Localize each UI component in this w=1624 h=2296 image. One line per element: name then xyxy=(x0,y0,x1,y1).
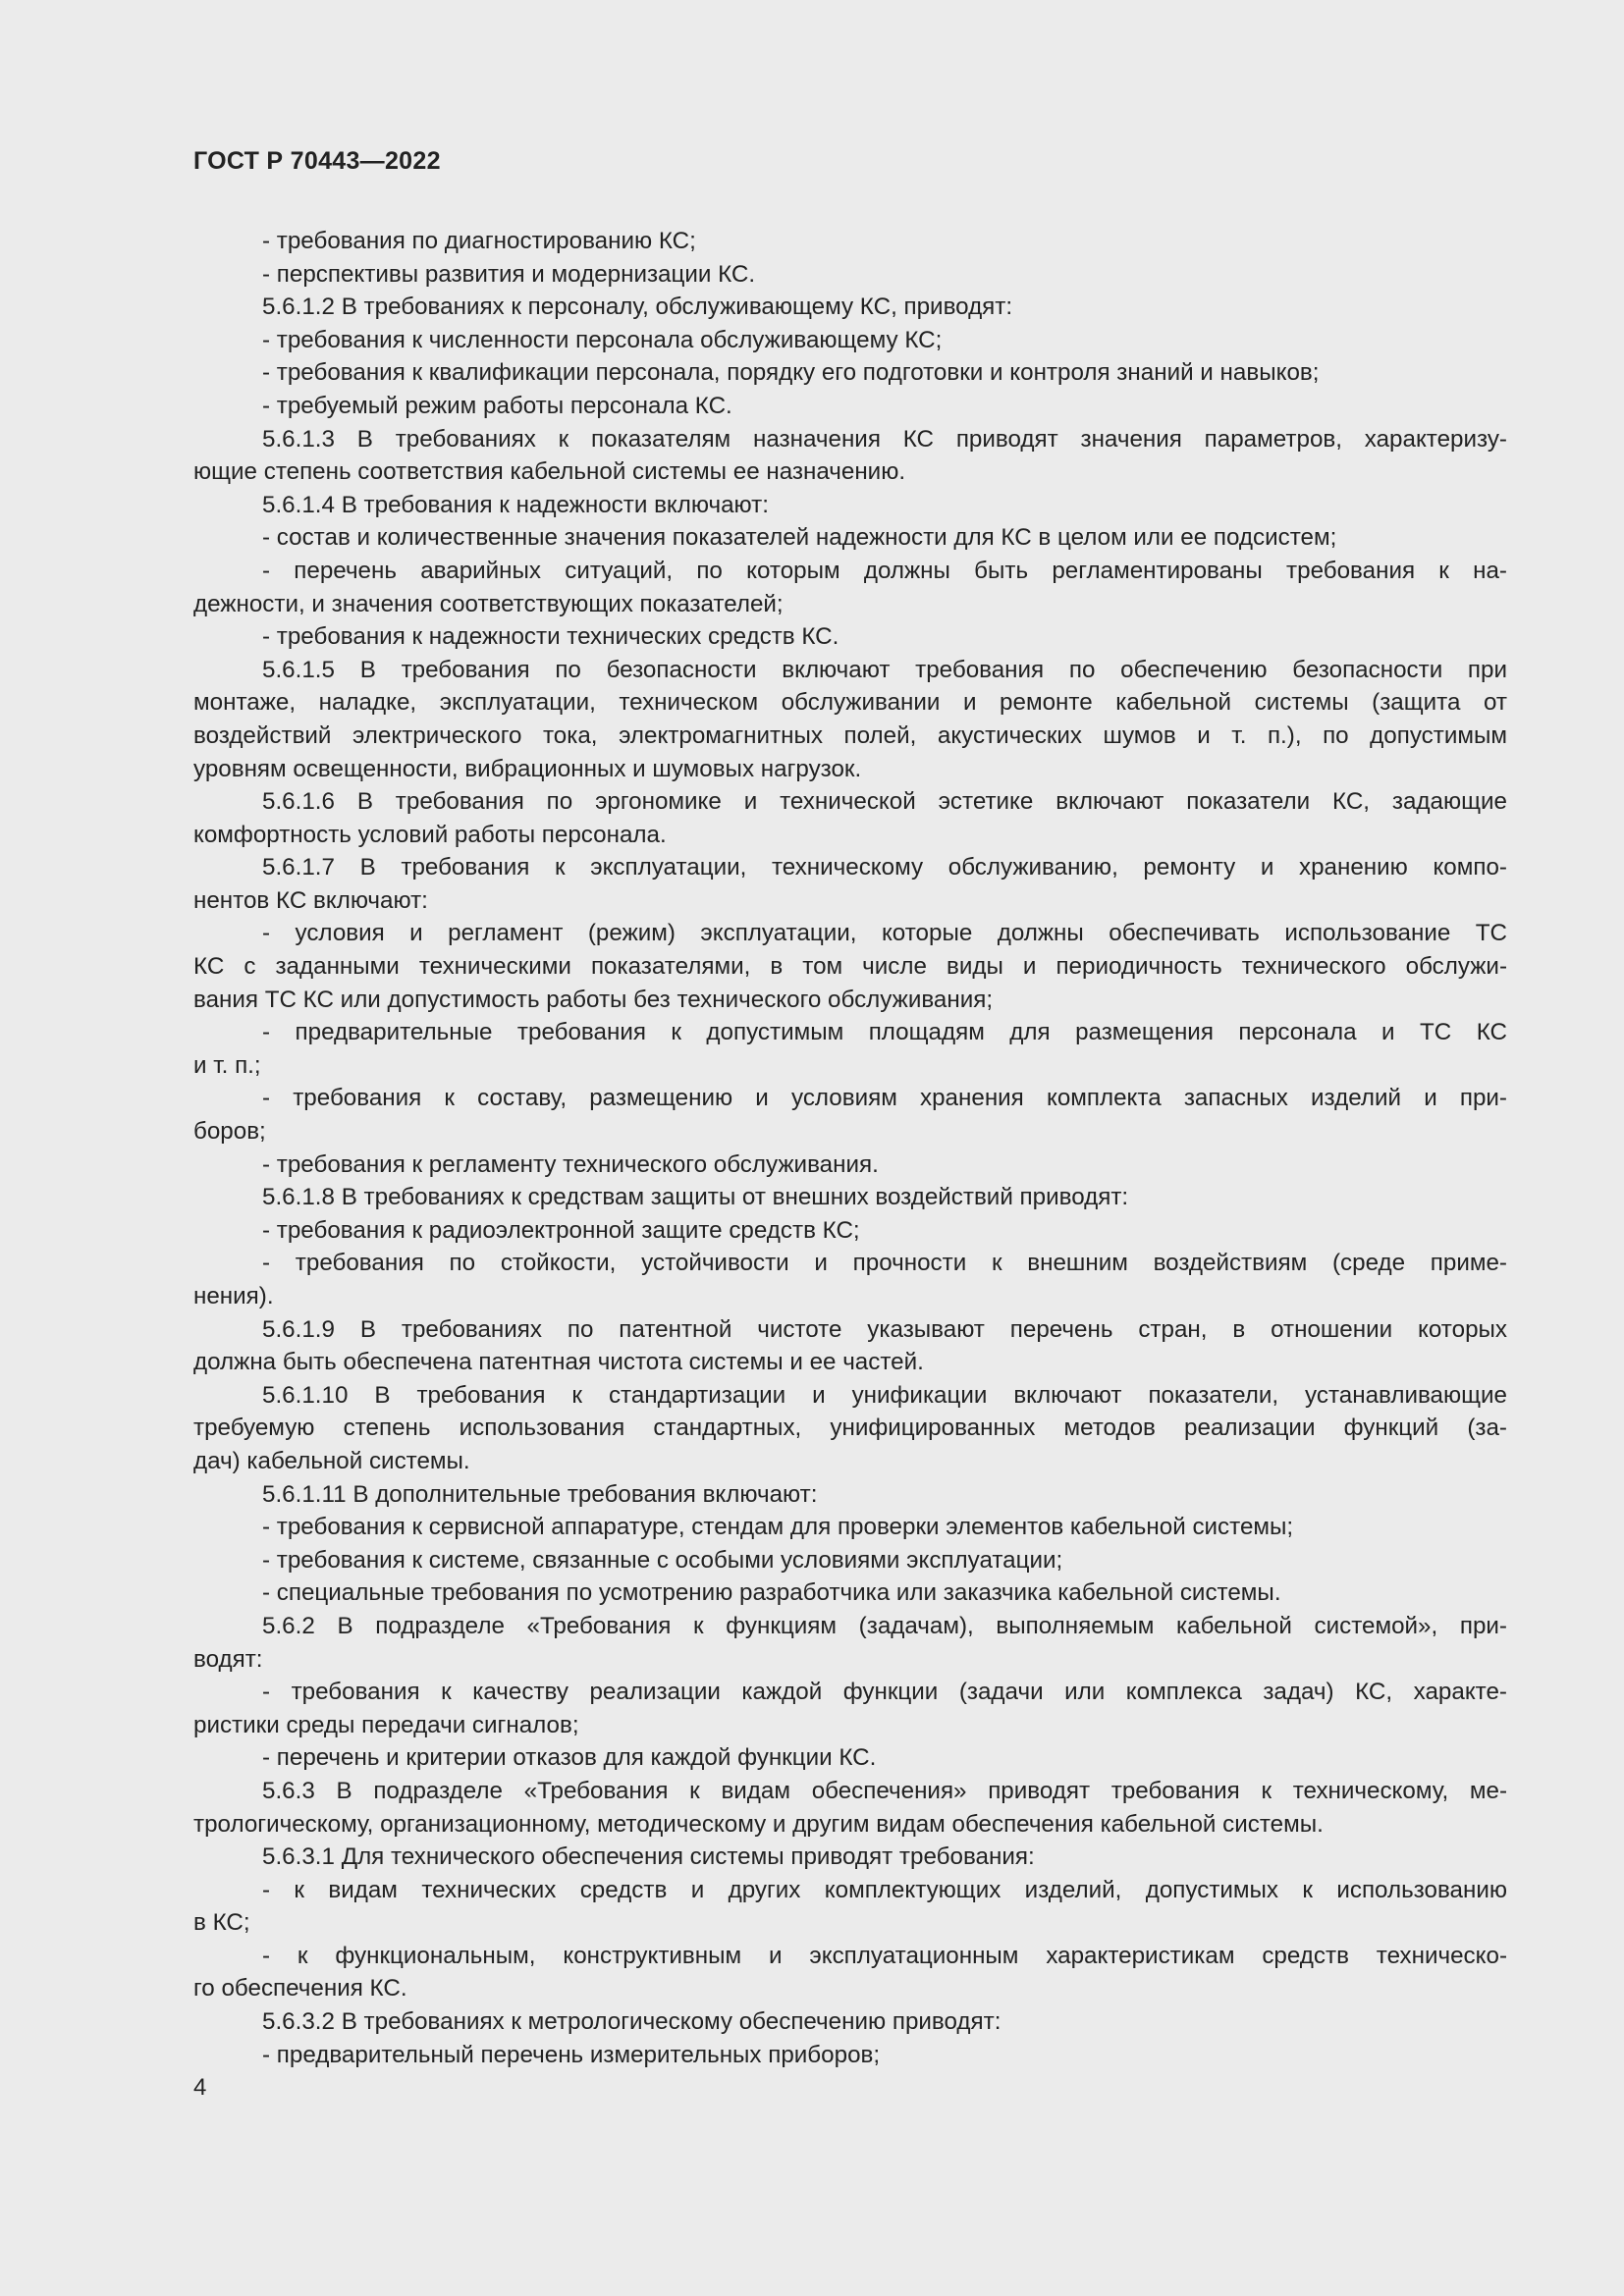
text-line: - перспективы развития и модернизации КС. xyxy=(262,260,756,288)
text-line: должна быть обеспечена патентная чистота системы и ее частей. xyxy=(193,1349,924,1376)
text-line: в КС; xyxy=(193,1909,250,1937)
text-line: - требования к надежности технических средств КС. xyxy=(262,623,839,651)
text-line: - перечень и критерии отказов для каждой функции КС. xyxy=(262,1744,877,1772)
text-line: - требования к составу, размещению и условиям хранения комплекта запасных изделий и при- xyxy=(262,1085,1507,1112)
text-line: 5.6.1.8 В требованиях к средствам защиты от внешних воздействий приводят: xyxy=(262,1184,1129,1211)
text-line: КС с заданными техническими показателями, в том числе виды и периодичность технического обслужи- xyxy=(193,953,1507,981)
text-line: 5.6.1.9 В требованиях по патентной чистоте указывают перечень стран, в отношении которых xyxy=(262,1315,1507,1343)
text-line: нения). xyxy=(193,1283,274,1309)
text-line: 5.6.3.1 Для технического обеспечения системы приводят требования: xyxy=(262,1843,1035,1871)
page-number: 4 xyxy=(193,2074,207,2101)
text-line: - к видам технических средств и других комплектующих изделий, допустимых к использованию xyxy=(262,1876,1507,1903)
text-line: - требования к радиоэлектронной защите средств КС; xyxy=(262,1216,860,1244)
text-line: 5.6.1.7 В требования к эксплуатации, техническому обслуживанию, ремонту и хранению компо- xyxy=(262,854,1507,881)
document-code-header: ГОСТ Р 70443—2022 xyxy=(193,147,441,175)
text-line: - перечень аварийных ситуаций, по которым должны быть регламентированы требования к на- xyxy=(262,557,1507,584)
text-line: дежности, и значения соответствующих показателей; xyxy=(193,590,784,617)
text-line: требуемую степень использования стандартных, унифицированных методов реализации функций (за- xyxy=(193,1415,1507,1442)
text-line: - требуемый режим работы персонала КС. xyxy=(262,392,732,419)
text-line: дач) кабельной системы. xyxy=(193,1447,470,1474)
text-line: 5.6.2 В подразделе «Требования к функциям (задачам), выполняемым кабельной системой», при- xyxy=(262,1612,1507,1639)
text-line: 5.6.1.5 В требования по безопасности включают требования по обеспечению безопасности при xyxy=(262,656,1507,683)
text-line: - требования к квалификации персонала, порядку его подготовки и контроля знаний и навыков; xyxy=(262,359,1320,387)
text-line: воздействий электрического тока, электромагнитных полей, акустических шумов и т. п.), по допустимым xyxy=(193,721,1507,749)
text-line: 5.6.1.10 В требования к стандартизации и унификации включают показатели, устанавливающие xyxy=(262,1381,1507,1409)
text-line: 5.6.1.4 В требования к надежности включают: xyxy=(262,491,769,518)
text-line: ющие степень соответствия кабельной системы ее назначению. xyxy=(193,458,906,486)
text-line: - требования к регламенту технического обслуживания. xyxy=(262,1150,879,1178)
text-line: и т. п.; xyxy=(193,1051,261,1079)
text-line: - требования по стойкости, устойчивости и прочности к внешним воздействиям (среде приме- xyxy=(262,1250,1507,1277)
text-line: 5.6.1.6 В требования по эргономике и технической эстетике включают показатели КС, задающие xyxy=(262,788,1507,816)
text-line: - состав и количественные значения показателей надежности для КС в целом или ее подсистем; xyxy=(262,524,1337,552)
text-line: водят: xyxy=(193,1645,263,1673)
text-line: - условия и регламент (режим) эксплуатации, которые должны обеспечивать использование ТС xyxy=(262,920,1507,947)
text-line: го обеспечения КС. xyxy=(193,1975,407,2002)
text-line: - предварительный перечень измерительных приборов; xyxy=(262,2041,881,2068)
text-line: - требования к численности персонала обслуживающему КС; xyxy=(262,326,943,353)
text-line: - требования к качеству реализации каждой функции (задачи или комплекса задач) КС, характе- xyxy=(262,1679,1507,1706)
text-line: 5.6.3 В подразделе «Требования к видам обеспечения» приводят требования к техническому, ме- xyxy=(262,1777,1507,1804)
text-line: ристики среды передачи сигналов; xyxy=(193,1711,579,1738)
text-line: - специальные требования по усмотрению разработчика или заказчика кабельной системы. xyxy=(262,1579,1281,1607)
text-line: боров; xyxy=(193,1118,266,1146)
text-line: - к функциональным, конструктивным и эксплуатационным характеристикам средств техническо- xyxy=(262,1942,1507,1969)
text-line: вания ТС КС или допустимость работы без технического обслуживания; xyxy=(193,986,994,1013)
text-line: трологическому, организационному, методическому и другим видам обеспечения кабельной системы. xyxy=(193,1810,1324,1838)
text-line: 5.6.1.3 В требованиях к показателям назначения КС приводят значения параметров, характеризу- xyxy=(262,425,1507,453)
text-line: - требования по диагностированию КС; xyxy=(262,228,696,254)
text-line: - требования к сервисной аппаратуре, стендам для проверки элементов кабельной системы; xyxy=(262,1514,1294,1541)
text-line: уровням освещенности, вибрационных и шумовых нагрузок. xyxy=(193,755,862,782)
text-line: комфортность условий работы персонала. xyxy=(193,821,667,848)
text-line: - предварительные требования к допустимым площадям для размещения персонала и ТС КС xyxy=(262,1019,1507,1046)
text-line: нентов КС включают: xyxy=(193,886,428,914)
document-body xyxy=(193,225,1507,2071)
text-line: 5.6.3.2 В требованиях к метрологическому обеспечению приводят: xyxy=(262,2008,1001,2036)
text-line: 5.6.1.11 В дополнительные требования включают: xyxy=(262,1480,818,1508)
text-line: монтаже, наладке, эксплуатации, техническом обслуживании и ремонте кабельной системы (защита от xyxy=(193,689,1507,717)
text-line: - требования к системе, связанные с особыми условиями эксплуатации; xyxy=(262,1546,1063,1574)
text-line: 5.6.1.2 В требованиях к персоналу, обслуживающему КС, приводят: xyxy=(262,294,1013,321)
